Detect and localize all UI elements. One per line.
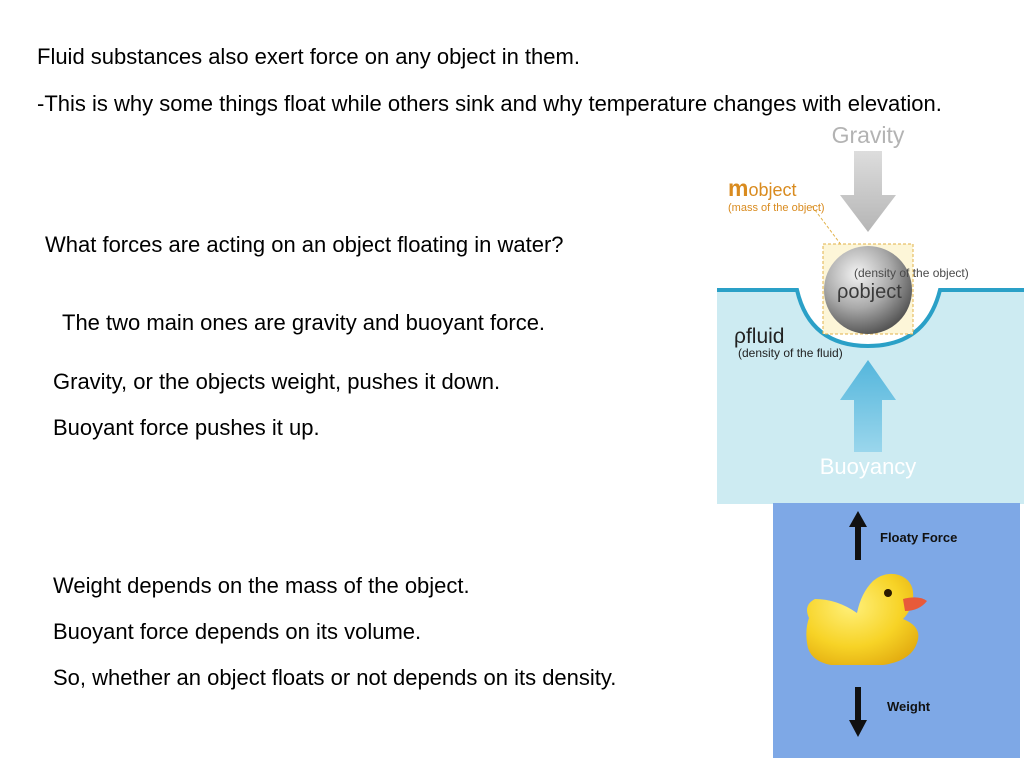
- fluid-density-note: (density of the fluid): [738, 346, 843, 360]
- gravity-label: Gravity: [831, 122, 905, 148]
- weight-dependency: Weight depends on the mass of the object.: [53, 573, 470, 598]
- duck-diagram: [773, 503, 1020, 758]
- question-text: What forces are acting on an object floating in water?: [45, 232, 564, 257]
- density-conclusion: So, whether an object floats or not depends on its density.: [53, 665, 617, 690]
- gravity-arrow: [840, 151, 896, 232]
- fluid-density-symbol: ρfluid: [734, 325, 785, 348]
- weight-label: Weight: [887, 699, 931, 714]
- buoyancy-diagram: [700, 110, 1024, 504]
- answer-text: The two main ones are gravity and buoyant force.: [62, 310, 546, 335]
- object-density-symbol: ρobject: [837, 281, 902, 303]
- buoyant-description: Buoyant force pushes it up.: [53, 415, 320, 440]
- floaty-force-label: Floaty Force: [880, 530, 958, 545]
- mass-note: (mass of the object): [728, 202, 825, 214]
- intro-line-2: -This is why some things float while others sink and why temperature changes with elevation.: [37, 91, 942, 116]
- object-density-note: (density of the object): [854, 266, 969, 280]
- buoyant-dependency: Buoyant force depends on its volume.: [53, 619, 422, 644]
- gravity-description: Gravity, or the objects weight, pushes it down.: [53, 369, 501, 394]
- buoyancy-label: Buoyancy: [819, 454, 917, 479]
- intro-line-1: Fluid substances also exert force on any object in them.: [37, 44, 580, 69]
- mass-label: mobject: [728, 175, 797, 201]
